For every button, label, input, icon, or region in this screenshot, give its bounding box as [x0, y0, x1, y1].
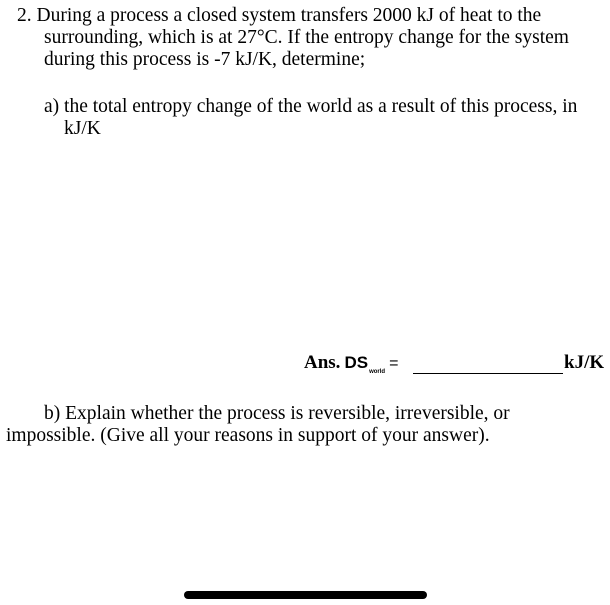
answer-unit: kJ/K [564, 352, 605, 373]
answer-prefix: Ans. [304, 352, 341, 373]
part-b-line-1: b) Explain whether the process is reversible, irreversible, or [44, 403, 510, 424]
answer-equals: = [389, 355, 399, 372]
answer-subscript: world [369, 369, 386, 375]
part-b-line-2: impossible. (Give all your reasons in support of your answer). [6, 425, 490, 446]
part-a-line-1: a) the total entropy change of the world as a result of this process, in [44, 96, 578, 117]
home-indicator[interactable] [184, 591, 427, 599]
answer-symbol: DS [344, 353, 369, 372]
part-a-line-2: kJ/K [64, 118, 101, 139]
answer-blank[interactable] [413, 373, 563, 374]
answer-line [304, 352, 398, 374]
question-line-2: surrounding, which is at 27°C. If the entropy change for the system [44, 27, 569, 48]
question-line-3: during this process is -7 kJ/K, determine; [44, 49, 366, 70]
question-line-1: 2. During a process a closed system transfers 2000 kJ of heat to the [17, 5, 542, 26]
